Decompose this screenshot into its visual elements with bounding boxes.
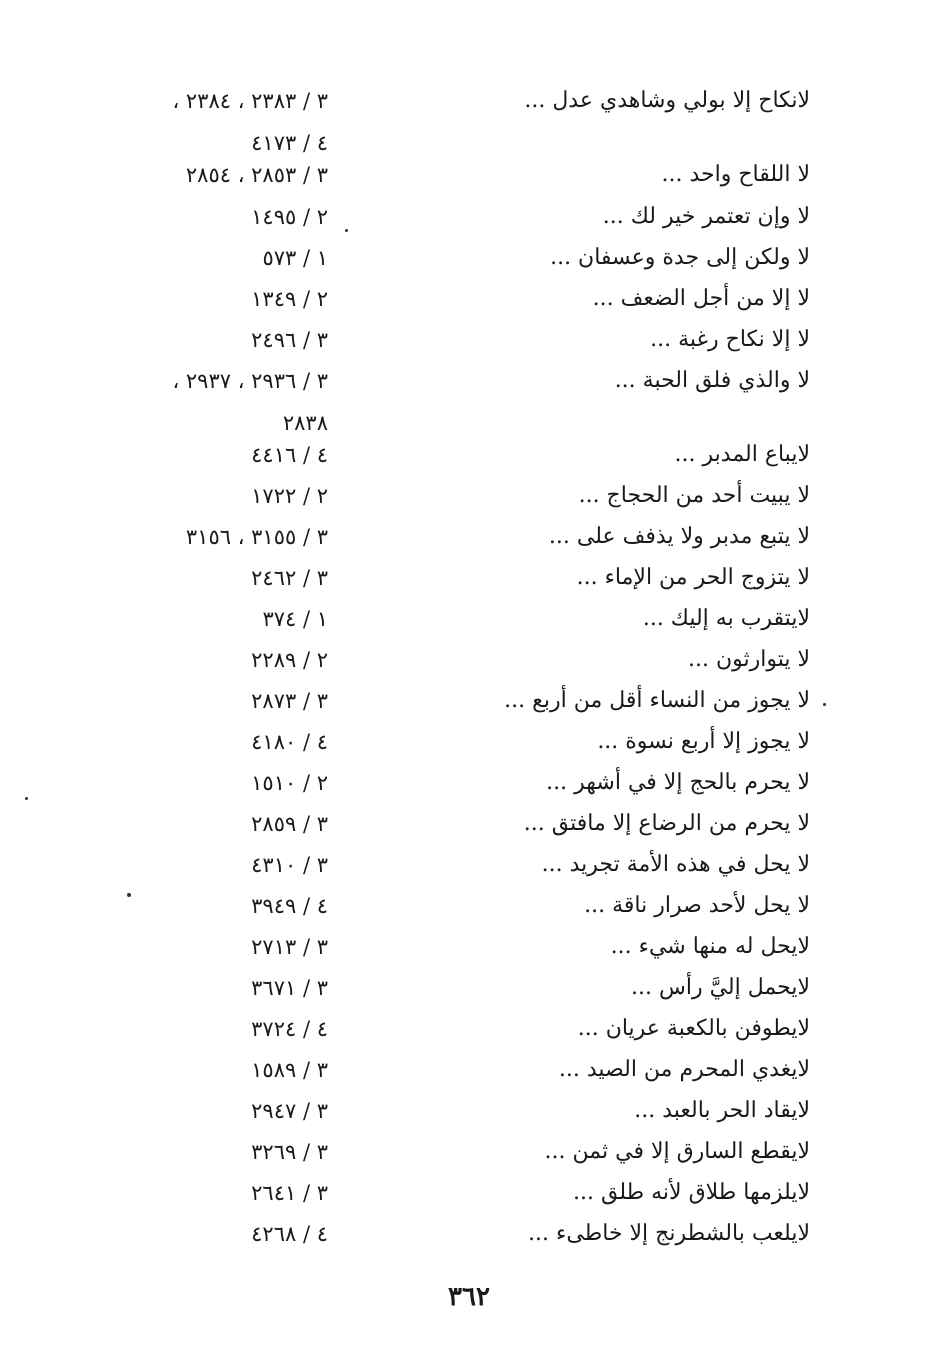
entry-reference: ٢ / ١٣٤٩ (251, 287, 328, 311)
entry-text: لا يتبع مدبر ولا يذفف على ... (548, 524, 810, 549)
entry-reference: ٣ / ٢٨٥٩ (251, 812, 328, 836)
entry-reference: ٣ / ٢٧١٣ (251, 935, 328, 959)
scan-speck (25, 797, 28, 800)
entry-reference: ٣ / ٢٩٣٦ ، ٢٩٣٧ ، (172, 369, 328, 393)
entry-reference: ٣ / ٢٤٩٦ (251, 328, 328, 352)
scan-speck (127, 893, 131, 897)
entry-reference: ٢ / ١٤٩٥ (251, 205, 328, 229)
entry-text: لا يتوارثون ... (687, 647, 810, 672)
entry-reference: ٣ / ٢٦٤١ (251, 1181, 328, 1205)
entry-reference: ٢ / ١٧٢٢ (251, 484, 328, 508)
entry-reference: ١ / ٥٧٣ (262, 246, 328, 270)
entry-text: لايلعب بالشطرنج إلا خاطىء ... (528, 1221, 810, 1246)
entry-text: لا اللقاح واحد ... (661, 162, 810, 187)
entry-text: لا يحرم من الرضاع إلا مافتق ... (523, 811, 810, 836)
entry-text: لانكاح إلا بولي وشاهدي عدل ... (524, 88, 810, 113)
entry-text: لا إلا نكاح رغبة ... (650, 327, 810, 352)
entry-text: لايتقرب به إليك ... (642, 606, 810, 631)
entry-reference: ٣ / ٢٨٥٣ ، ٢٨٥٤ (185, 163, 328, 187)
entry-text: لايباع المدبر ... (674, 442, 810, 467)
entry-reference: ٣ / ٣١٥٥ ، ٣١٥٦ (185, 525, 328, 549)
entry-reference: ٣ / ٢٩٤٧ (251, 1099, 328, 1123)
entry-text: لا والذي فلق الحبة ... (614, 368, 810, 393)
scan-speck (823, 703, 826, 706)
entry-text: لايحل له منها شيء ... (610, 934, 810, 959)
entry-reference: ٢ / ٢٢٨٩ (251, 648, 328, 672)
entry-text: لا يجوز إلا أربع نسوة ... (597, 729, 810, 754)
entry-text: لايقاد الحر بالعبد ... (634, 1098, 810, 1123)
entry-reference: ٤ / ٤١٨٠ (251, 730, 328, 754)
entry-text: لا يحل في هذه الأمة تجريد ... (541, 852, 810, 877)
entry-text: لايقطع السارق إلا في ثمن ... (544, 1139, 810, 1164)
entry-text: لا يحرم بالحج إلا في أشهر ... (546, 770, 810, 795)
entry-reference: ٣ / ٣٢٦٩ (251, 1140, 328, 1164)
entry-text: لايغدي المحرم من الصيد ... (558, 1057, 810, 1082)
entry-reference: ٣ / ٤٣١٠ (251, 853, 328, 877)
entry-reference: ٢٨٣٨ (282, 411, 328, 435)
entry-text: لا ولكن إلى جدة وعسفان ... (550, 245, 810, 270)
entry-reference: ٣ / ٢٤٦٢ (251, 566, 328, 590)
entry-reference: ٣ / ٣٦٧١ (251, 976, 328, 1000)
entry-reference: ٤ / ٤٢٦٨ (251, 1222, 328, 1246)
entry-text: لايطوفن بالكعبة عريان ... (577, 1016, 810, 1041)
entry-text: لايلزمها طلاق لأنه طلق ... (573, 1180, 810, 1205)
entry-reference: ٤ / ٣٩٤٩ (251, 894, 328, 918)
entry-reference: ٤ / ٤١٧٣ (251, 131, 328, 155)
entry-text: لا يجوز من النساء أقل من أربع ... (504, 688, 810, 713)
entry-reference: ٤ / ٤٤١٦ (251, 443, 328, 467)
entry-text: لايحمل إليَّ رأس ... (631, 975, 810, 1000)
entry-text: لا إلا من أجل الضعف ... (592, 286, 810, 311)
page-number: ٣٦٢ (448, 1282, 490, 1312)
scan-speck (345, 229, 348, 232)
entry-reference: ٣ / ٢٣٨٣ ، ٢٣٨٤ ، (172, 89, 328, 113)
entry-reference: ٣ / ١٥٨٩ (251, 1058, 328, 1082)
entry-reference: ١ / ٣٧٤ (262, 607, 328, 631)
entry-text: لا وإن تعتمر خير لك ... (602, 204, 810, 229)
entry-reference: ٤ / ٣٧٢٤ (251, 1017, 328, 1041)
entry-reference: ٣ / ٢٨٧٣ (251, 689, 328, 713)
entry-text: لا يتزوج الحر من الإماء ... (576, 565, 810, 590)
entry-reference: ٢ / ١٥١٠ (251, 771, 328, 795)
entry-text: لا يحل لأحد صرار ناقة ... (584, 893, 810, 918)
entry-text: لا يبيت أحد من الحجاج ... (578, 483, 810, 508)
